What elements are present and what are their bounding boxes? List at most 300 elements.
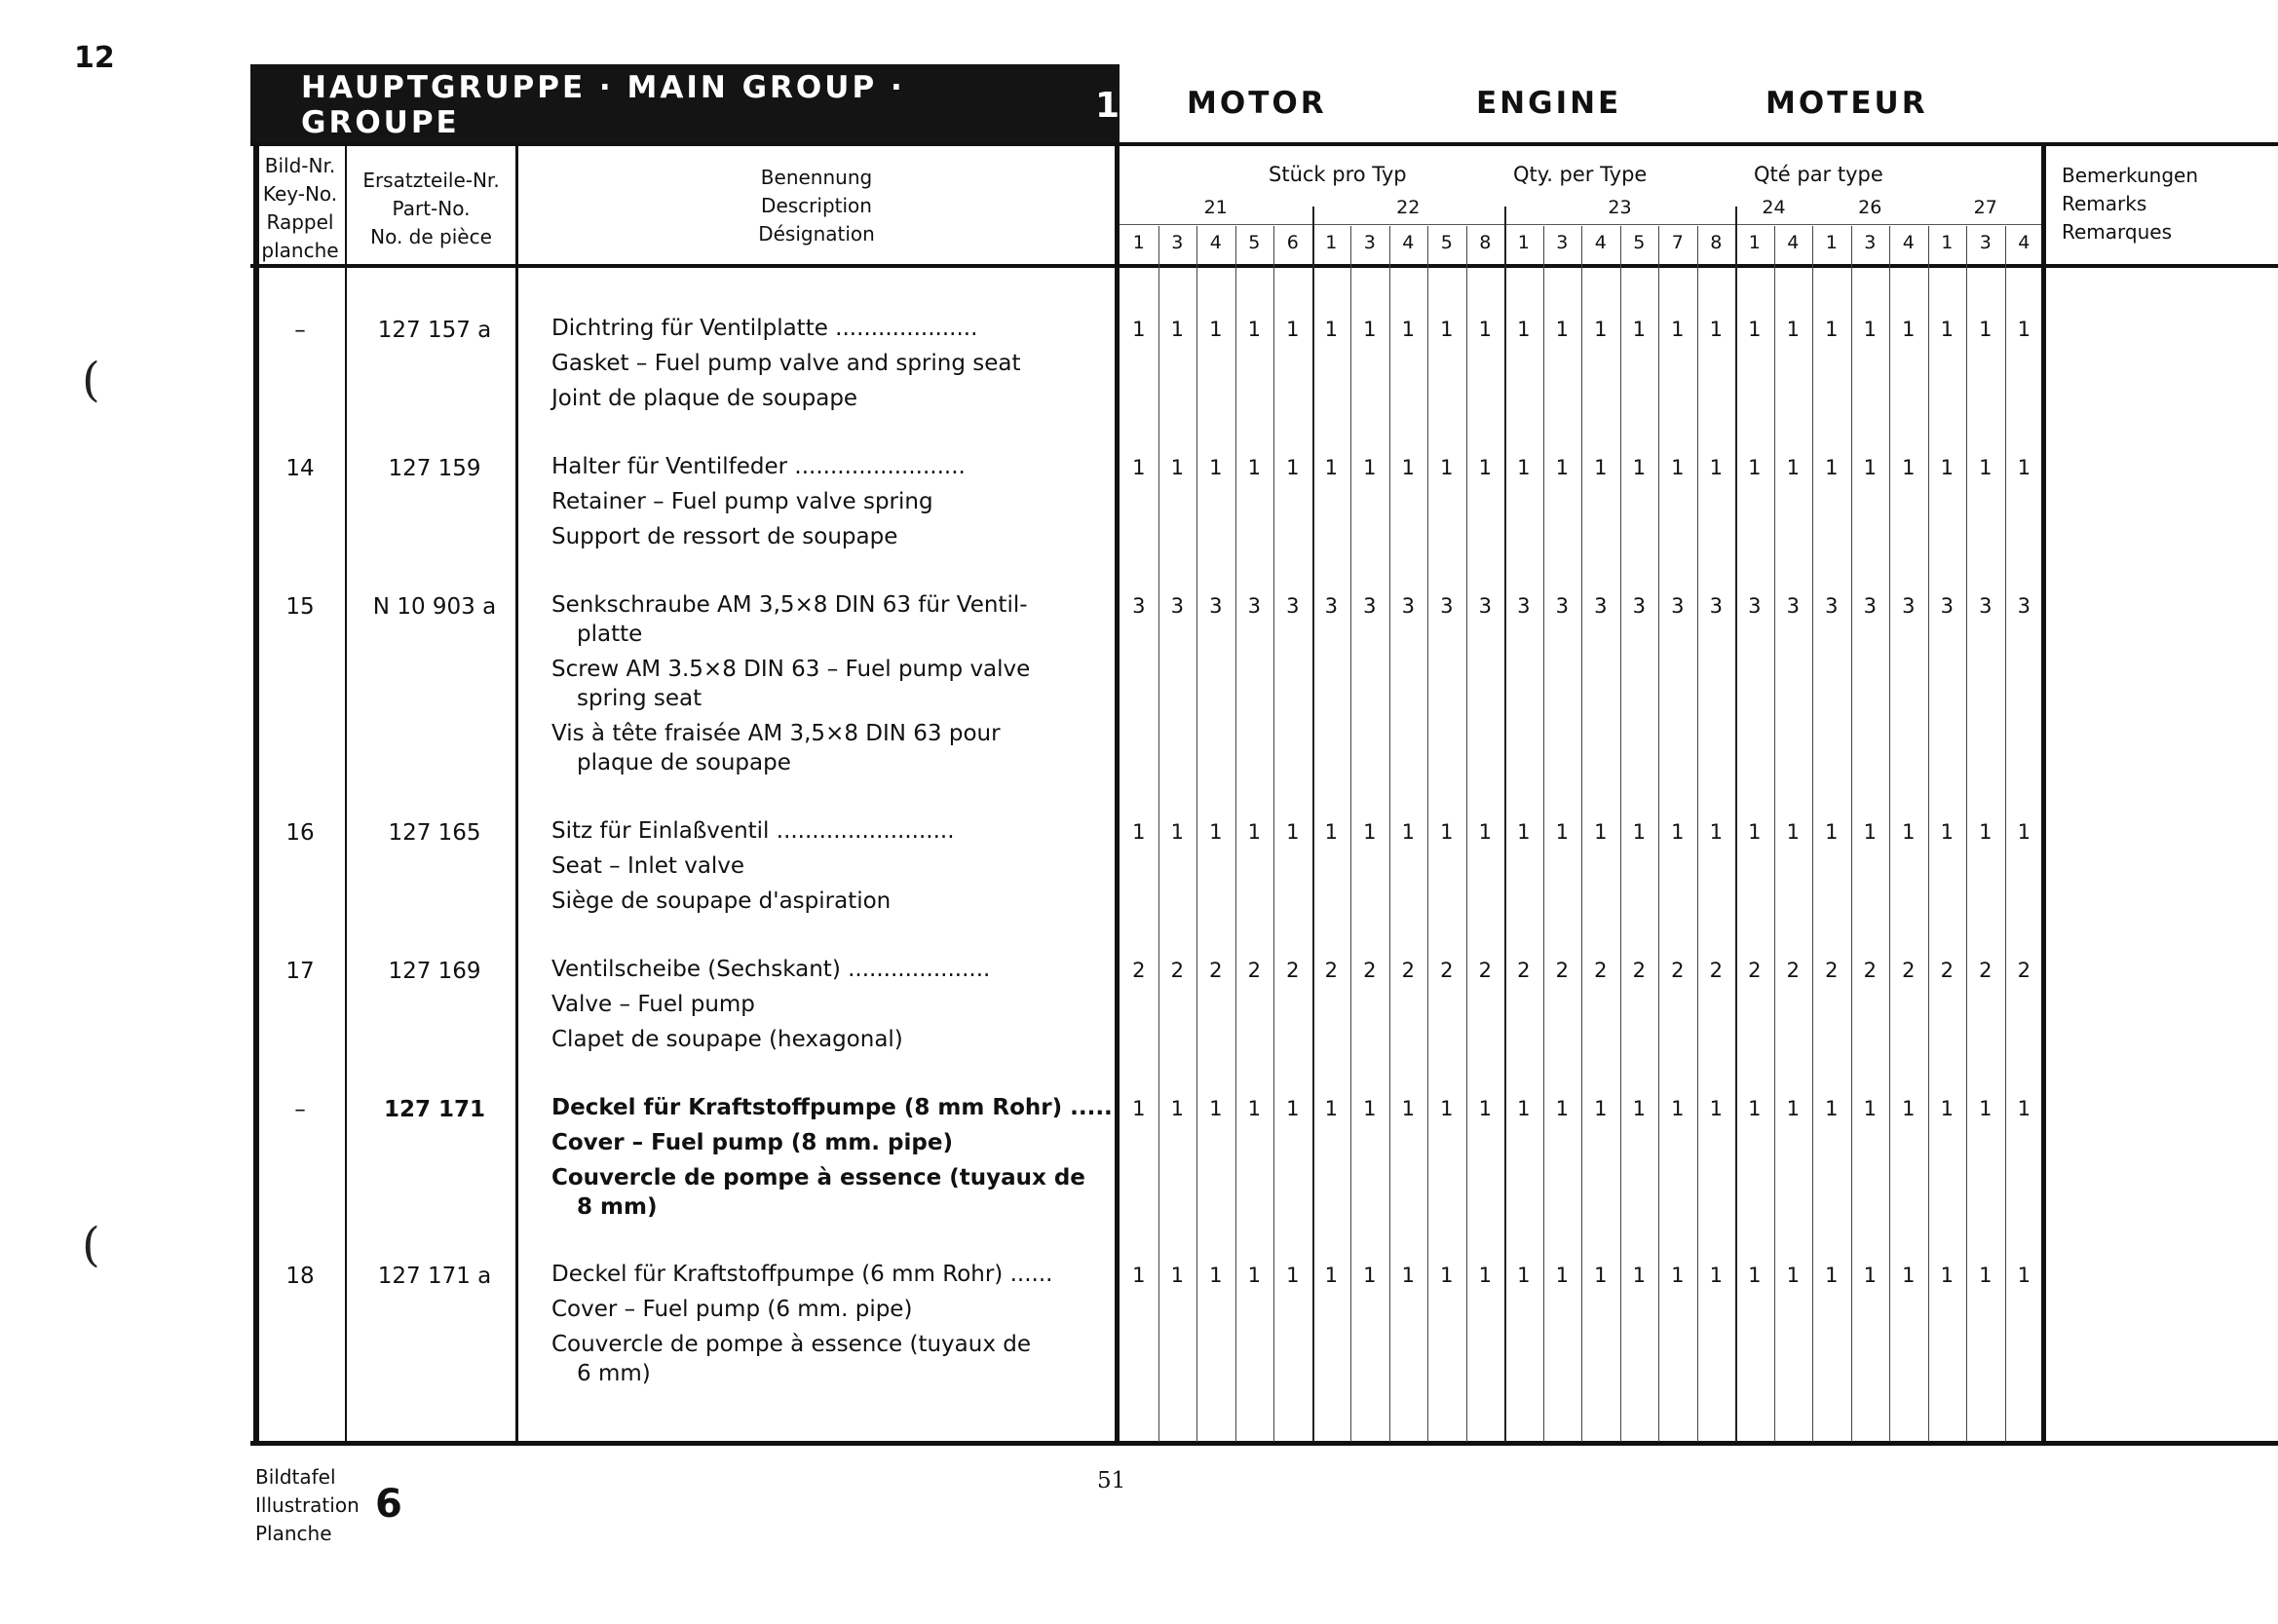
qty-cell: 1 — [1440, 1097, 1454, 1120]
group-word-engine: ENGINE — [1476, 86, 1622, 121]
type-number: 26 — [1858, 197, 1882, 218]
qty-cell: 1 — [1709, 820, 1723, 844]
qty-column-line — [1427, 226, 1428, 1442]
description-line: Cover – Fuel pump (6 mm. pipe) — [551, 1297, 913, 1322]
qty-cell: 1 — [1324, 1264, 1338, 1287]
qty-column-line — [1774, 226, 1775, 1442]
key-number: 14 — [285, 456, 315, 481]
qty-cell: 1 — [1517, 1097, 1531, 1120]
qty-cell: 1 — [1440, 456, 1454, 479]
qty-cell: 1 — [1940, 1264, 1954, 1287]
sub-column-number: 1 — [1132, 232, 1145, 253]
qty-column-line — [2005, 226, 2006, 1442]
qty-cell: 1 — [1748, 456, 1762, 479]
qty-cell: 1 — [1363, 1264, 1377, 1287]
header-qty-fr: Qté par type — [1754, 163, 1883, 186]
part-number: 127 157 a — [377, 318, 492, 343]
qty-cell: 1 — [1478, 1097, 1492, 1120]
qty-cell: 1 — [1825, 318, 1839, 341]
qty-cell: 3 — [1632, 594, 1646, 618]
col-divider-description — [1115, 142, 1120, 1444]
qty-cell: 1 — [1632, 318, 1646, 341]
qty-cell: 1 — [1902, 318, 1916, 341]
sub-column-number: 5 — [1248, 232, 1261, 253]
qty-cell: 1 — [1825, 456, 1839, 479]
qty-cell: 2 — [1555, 959, 1569, 982]
footer-illustration-number: 6 — [375, 1482, 402, 1527]
qty-cell: 3 — [1440, 594, 1454, 618]
qty-cell: 1 — [1594, 318, 1608, 341]
header-desc-line: Désignation — [758, 222, 875, 245]
description-line: Sitz für Einlaßventil ......................... — [551, 818, 955, 844]
qty-cell: 1 — [1940, 318, 1954, 341]
qty-cell: 1 — [1709, 456, 1723, 479]
qty-cell: 2 — [1247, 959, 1261, 982]
qty-cell: 1 — [1324, 456, 1338, 479]
key-number: 17 — [285, 959, 315, 984]
qty-cell: 2 — [1170, 959, 1184, 982]
table-bottom-rule — [250, 1441, 2278, 1446]
qty-cell: 1 — [1863, 318, 1877, 341]
qty-cell: 3 — [1940, 594, 1954, 618]
description-line: Cover – Fuel pump (8 mm. pipe) — [551, 1130, 953, 1155]
sub-column-number: 4 — [1902, 232, 1915, 253]
qty-cell: 3 — [1825, 594, 1839, 618]
qty-column-line — [1966, 226, 1967, 1442]
type-number: 21 — [1203, 197, 1228, 218]
qty-cell: 1 — [1902, 1097, 1916, 1120]
description-line: Senkschraube AM 3,5×8 DIN 63 für Ventil- — [551, 592, 1028, 618]
qty-cell: 3 — [1594, 594, 1608, 618]
part-number: N 10 903 a — [372, 594, 497, 620]
qty-cell: 2 — [1902, 959, 1916, 982]
qty-column-line — [1389, 226, 1390, 1442]
sub-column-number: 5 — [1440, 232, 1453, 253]
group-title: HAUPTGRUPPE · MAIN GROUP · GROUPE — [301, 70, 905, 140]
qty-cell: 2 — [1440, 959, 1454, 982]
qty-cell: 1 — [1440, 820, 1454, 844]
sub-column-number: 4 — [1209, 232, 1222, 253]
qty-cell: 1 — [1940, 1097, 1954, 1120]
header-key-line: Rappel — [266, 210, 334, 234]
qty-cell: 3 — [1401, 594, 1415, 618]
qty-cell: 2 — [2017, 959, 2031, 982]
qty-cell: 1 — [1478, 1264, 1492, 1287]
qty-column-line — [1350, 226, 1351, 1442]
qty-cell: 3 — [2017, 594, 2031, 618]
part-number: 127 171 — [383, 1097, 486, 1122]
header-key-no — [255, 152, 345, 265]
qty-cell: 1 — [1132, 318, 1146, 341]
qty-cell: 1 — [1209, 456, 1223, 479]
qty-cell: 1 — [1324, 820, 1338, 844]
header-part-no — [347, 167, 515, 251]
qty-cell: 1 — [1671, 1264, 1685, 1287]
qty-cell: 1 — [1632, 820, 1646, 844]
margin-paren-mark: ( — [82, 353, 100, 407]
qty-cell: 2 — [1324, 959, 1338, 982]
qty-cell: 1 — [1247, 456, 1261, 479]
sub-column-number: 3 — [1979, 232, 1992, 253]
header-key-line: Key-No. — [262, 182, 338, 206]
qty-cell: 1 — [1902, 456, 1916, 479]
qty-cell: 3 — [1247, 594, 1261, 618]
footer-page-number: 51 — [1097, 1468, 1126, 1493]
qty-cell: 3 — [1555, 594, 1569, 618]
table-header-rule — [250, 264, 2278, 268]
col-divider-key — [345, 142, 347, 1444]
qty-cell: 3 — [1363, 594, 1377, 618]
qty-cell: 1 — [1363, 820, 1377, 844]
qty-column-line — [1158, 226, 1159, 1442]
header-part-line: Ersatzteile-Nr. — [362, 169, 500, 192]
qty-cell: 1 — [1247, 820, 1261, 844]
qty-cell: 3 — [1209, 594, 1223, 618]
qty-cell: 1 — [1132, 1097, 1146, 1120]
qty-cell: 1 — [1555, 1097, 1569, 1120]
qty-cell: 1 — [1671, 820, 1685, 844]
key-number: – — [294, 1097, 306, 1122]
qty-column-line — [1812, 226, 1813, 1442]
sub-column-number: 1 — [1825, 232, 1838, 253]
qty-cell: 2 — [1940, 959, 1954, 982]
qty-cell: 1 — [1286, 456, 1300, 479]
qty-cell: 1 — [1440, 318, 1454, 341]
qty-cell: 1 — [1940, 456, 1954, 479]
qty-column-line — [1543, 226, 1544, 1442]
qty-cell: 2 — [1709, 959, 1723, 982]
qty-cell: 3 — [1478, 594, 1492, 618]
sub-column-number: 1 — [1941, 232, 1954, 253]
qty-cell: 1 — [1209, 1264, 1223, 1287]
sub-column-number: 4 — [1787, 232, 1800, 253]
sub-column-number: 1 — [1325, 232, 1338, 253]
qty-cell: 1 — [1440, 1264, 1454, 1287]
qty-cell: 2 — [1671, 959, 1685, 982]
qty-cell: 1 — [1247, 1264, 1261, 1287]
qty-cell: 1 — [1555, 820, 1569, 844]
qty-cell: 1 — [1709, 1264, 1723, 1287]
description-line: Gasket – Fuel pump valve and spring seat — [551, 351, 1021, 376]
qty-column-line — [1312, 207, 1314, 1442]
part-number: 127 171 a — [377, 1264, 492, 1289]
part-number: 127 169 — [388, 959, 481, 984]
qty-cell: 1 — [1286, 820, 1300, 844]
sub-column-number: 3 — [1363, 232, 1376, 253]
footer-label-line: Illustration — [255, 1493, 360, 1517]
qty-column-line — [1928, 226, 1929, 1442]
qty-cell: 1 — [1940, 820, 1954, 844]
header-remarks-line: Bemerkungen — [2062, 164, 2199, 187]
qty-cell: 1 — [1748, 318, 1762, 341]
qty-cell: 1 — [1902, 820, 1916, 844]
sub-column-number: 3 — [1171, 232, 1184, 253]
table-top-rule — [250, 142, 2278, 146]
sub-column-number: 3 — [1864, 232, 1877, 253]
qty-cell: 1 — [1401, 1097, 1415, 1120]
qty-cell: 3 — [1709, 594, 1723, 618]
sub-column-number: 4 — [1402, 232, 1415, 253]
qty-column-line — [1697, 226, 1698, 1442]
qty-cell: 2 — [1979, 959, 1993, 982]
qty-column-line — [1889, 226, 1890, 1442]
qty-column-line — [1735, 207, 1737, 1442]
qty-cell: 1 — [1478, 456, 1492, 479]
qty-cell: 1 — [1247, 1097, 1261, 1120]
qty-cell: 1 — [1170, 1264, 1184, 1287]
description-line: Seat – Inlet valve — [551, 853, 745, 879]
description-line: Siège de soupape d'aspiration — [551, 888, 892, 914]
qty-cell: 1 — [1825, 1097, 1839, 1120]
description-line: spring seat — [577, 686, 702, 711]
sub-column-number: 8 — [1479, 232, 1492, 253]
qty-cell: 1 — [1979, 1097, 1993, 1120]
qty-cell: 2 — [1786, 959, 1800, 982]
qty-cell: 1 — [1170, 456, 1184, 479]
sub-column-number: 4 — [2018, 232, 2031, 253]
qty-cell: 1 — [1979, 1264, 1993, 1287]
qty-cell: 1 — [1786, 820, 1800, 844]
qty-cell: 1 — [1825, 1264, 1839, 1287]
qty-cell: 1 — [1979, 456, 1993, 479]
sub-column-number: 8 — [1710, 232, 1723, 253]
header-qty-de: Stück pro Typ — [1269, 163, 1407, 186]
header-remarks-line: Remarques — [2062, 220, 2173, 244]
description-line: Couvercle de pompe à essence (tuyaux de — [551, 1332, 1031, 1357]
qty-cell: 1 — [1863, 820, 1877, 844]
qty-cell: 2 — [1863, 959, 1877, 982]
qty-cell: 1 — [1632, 456, 1646, 479]
qty-cell: 1 — [1478, 820, 1492, 844]
description-line: Deckel für Kraftstoffpumpe (6 mm Rohr) ...... — [551, 1262, 1053, 1287]
qty-column-line — [1273, 226, 1274, 1442]
qty-cell: 1 — [1555, 1264, 1569, 1287]
qty-cell: 3 — [1748, 594, 1762, 618]
sub-column-number: 7 — [1671, 232, 1684, 253]
description-line: plaque de soupape — [577, 750, 791, 775]
part-number: 127 165 — [388, 820, 481, 846]
qty-cell: 2 — [1363, 959, 1377, 982]
qty-cell: 2 — [1401, 959, 1415, 982]
qty-cell: 2 — [1748, 959, 1762, 982]
sub-column-number: 1 — [1517, 232, 1530, 253]
sub-column-number: 4 — [1594, 232, 1607, 253]
qty-cell: 1 — [1709, 318, 1723, 341]
qty-cell: 2 — [1286, 959, 1300, 982]
group-word-moteur: MOTEUR — [1765, 86, 1928, 121]
header-key-line: Bild-Nr. — [264, 154, 336, 177]
qty-cell: 1 — [1786, 456, 1800, 479]
qty-cell: 1 — [1209, 820, 1223, 844]
description-line: Vis à tête fraisée AM 3,5×8 DIN 63 pour — [551, 721, 1001, 746]
header-description — [518, 164, 1115, 248]
sub-column-number: 5 — [1633, 232, 1646, 253]
qty-cell: 1 — [1786, 1264, 1800, 1287]
qty-cell: 3 — [1170, 594, 1184, 618]
qty-cell: 3 — [1517, 594, 1531, 618]
qty-column-line — [1658, 226, 1659, 1442]
qty-cell: 1 — [1324, 1097, 1338, 1120]
qty-cell: 2 — [1517, 959, 1531, 982]
qty-cell: 1 — [1517, 318, 1531, 341]
type-number: 24 — [1762, 197, 1786, 218]
page-number: 12 — [74, 41, 115, 75]
qty-cell: 1 — [1555, 456, 1569, 479]
footer-illustration-label — [255, 1463, 360, 1548]
qty-cell: 1 — [1786, 318, 1800, 341]
margin-paren-mark: ( — [82, 1218, 100, 1272]
qty-cell: 1 — [1286, 1264, 1300, 1287]
qty-cell: 1 — [1594, 1097, 1608, 1120]
part-number: 127 159 — [388, 456, 481, 481]
qty-cell: 1 — [1863, 1097, 1877, 1120]
qty-cell: 1 — [1786, 1097, 1800, 1120]
qty-cell: 3 — [1979, 594, 1993, 618]
qty-cell: 1 — [1671, 456, 1685, 479]
qty-cell: 2 — [1478, 959, 1492, 982]
key-number: 15 — [285, 594, 315, 620]
qty-cell: 1 — [1478, 318, 1492, 341]
description-line: Dichtring für Ventilplatte .................... — [551, 316, 978, 341]
qty-cell: 3 — [1324, 594, 1338, 618]
qty-cell: 1 — [1863, 456, 1877, 479]
type-number: 23 — [1608, 197, 1632, 218]
qty-cell: 1 — [1401, 1264, 1415, 1287]
qty-cell: 1 — [1170, 1097, 1184, 1120]
description-line: Joint de plaque de soupape — [551, 386, 858, 411]
header-remarks — [2062, 162, 2198, 246]
qty-cell: 1 — [1132, 820, 1146, 844]
qty-cell: 1 — [1594, 456, 1608, 479]
qty-cell: 1 — [2017, 1097, 2031, 1120]
type-number: 22 — [1396, 197, 1421, 218]
description-line: Halter für Ventilfeder ........................ — [551, 454, 966, 479]
key-number: – — [294, 318, 306, 343]
qty-cell: 1 — [1401, 318, 1415, 341]
qty-cell: 1 — [1632, 1264, 1646, 1287]
qty-cell: 1 — [1555, 318, 1569, 341]
description-line: Retainer – Fuel pump valve spring — [551, 489, 933, 514]
description-line: Screw AM 3.5×8 DIN 63 – Fuel pump valve — [551, 657, 1031, 682]
qty-column-line — [1851, 226, 1852, 1442]
qty-column-line — [1196, 226, 1197, 1442]
qty-cell: 1 — [2017, 1264, 2031, 1287]
qty-cell: 3 — [1786, 594, 1800, 618]
description-line: Valve – Fuel pump — [551, 992, 755, 1017]
sub-column-number: 6 — [1286, 232, 1299, 253]
qty-cell: 1 — [1170, 820, 1184, 844]
description-line: platte — [577, 622, 643, 647]
qty-subheader-rule — [1120, 224, 2041, 225]
qty-cell: 1 — [1594, 1264, 1608, 1287]
qty-cell: 1 — [2017, 318, 2031, 341]
qty-cell: 1 — [1863, 1264, 1877, 1287]
qty-cell: 1 — [1363, 318, 1377, 341]
header-part-line: No. de pièce — [370, 225, 492, 248]
qty-cell: 3 — [1863, 594, 1877, 618]
group-banner — [250, 64, 1120, 146]
qty-cell: 3 — [1286, 594, 1300, 618]
qty-cell: 1 — [1671, 318, 1685, 341]
footer-label-line: Bildtafel — [255, 1465, 336, 1489]
qty-cell: 1 — [1517, 1264, 1531, 1287]
col-divider-remarks — [2041, 142, 2046, 1444]
qty-cell: 1 — [1170, 318, 1184, 341]
sub-column-number: 1 — [1748, 232, 1761, 253]
qty-cell: 2 — [1632, 959, 1646, 982]
qty-cell: 1 — [1286, 318, 1300, 341]
header-remarks-line: Remarks — [2062, 192, 2147, 215]
qty-cell: 1 — [2017, 456, 2031, 479]
qty-cell: 1 — [1286, 1097, 1300, 1120]
header-desc-line: Description — [761, 194, 872, 217]
qty-cell: 1 — [1671, 1097, 1685, 1120]
qty-cell: 1 — [1748, 820, 1762, 844]
qty-cell: 2 — [1209, 959, 1223, 982]
description-line: Couvercle de pompe à essence (tuyaux de — [551, 1165, 1085, 1190]
key-number: 18 — [285, 1264, 315, 1289]
qty-cell: 1 — [1979, 820, 1993, 844]
qty-cell: 1 — [1979, 318, 1993, 341]
header-qty-en: Qty. per Type — [1513, 163, 1648, 186]
sub-column-number: 3 — [1556, 232, 1569, 253]
description-line: Support de ressort de soupape — [551, 524, 898, 549]
qty-cell: 2 — [1132, 959, 1146, 982]
description-line: 6 mm) — [577, 1361, 651, 1386]
description-line: Deckel für Kraftstoffpumpe (8 mm Rohr) ...... — [551, 1095, 1121, 1120]
qty-cell: 3 — [1902, 594, 1916, 618]
qty-cell: 1 — [1517, 820, 1531, 844]
qty-cell: 1 — [1363, 456, 1377, 479]
qty-cell: 1 — [2017, 820, 2031, 844]
key-number: 16 — [285, 820, 315, 846]
qty-cell: 1 — [1709, 1097, 1723, 1120]
qty-cell: 1 — [1401, 456, 1415, 479]
qty-cell: 1 — [1132, 1264, 1146, 1287]
qty-cell: 1 — [1401, 820, 1415, 844]
description-line: 8 mm) — [577, 1194, 658, 1220]
qty-column-line — [1466, 226, 1467, 1442]
qty-cell: 1 — [1902, 1264, 1916, 1287]
qty-cell: 1 — [1748, 1097, 1762, 1120]
qty-cell: 1 — [1363, 1097, 1377, 1120]
qty-cell: 1 — [1517, 456, 1531, 479]
qty-cell: 1 — [1132, 456, 1146, 479]
qty-cell: 1 — [1209, 318, 1223, 341]
qty-cell: 3 — [1671, 594, 1685, 618]
header-key-line: planche — [261, 239, 339, 262]
qty-column-line — [1504, 207, 1506, 1442]
qty-cell: 1 — [1209, 1097, 1223, 1120]
qty-column-line — [1620, 226, 1621, 1442]
qty-cell: 2 — [1594, 959, 1608, 982]
qty-cell: 1 — [1748, 1264, 1762, 1287]
description-line: Ventilscheibe (Sechskant) .................... — [551, 957, 991, 982]
qty-cell: 2 — [1825, 959, 1839, 982]
description-line: Clapet de soupape (hexagonal) — [551, 1027, 903, 1052]
qty-cell: 1 — [1594, 820, 1608, 844]
header-desc-line: Benennung — [760, 166, 873, 189]
qty-column-line — [1235, 226, 1236, 1442]
group-word-motor: MOTOR — [1187, 86, 1327, 121]
qty-cell: 1 — [1324, 318, 1338, 341]
type-number: 27 — [1973, 197, 1997, 218]
qty-column-line — [1581, 226, 1582, 1442]
qty-cell: 1 — [1632, 1097, 1646, 1120]
qty-cell: 1 — [1247, 318, 1261, 341]
qty-cell: 1 — [1825, 820, 1839, 844]
header-part-line: Part-No. — [392, 197, 471, 220]
